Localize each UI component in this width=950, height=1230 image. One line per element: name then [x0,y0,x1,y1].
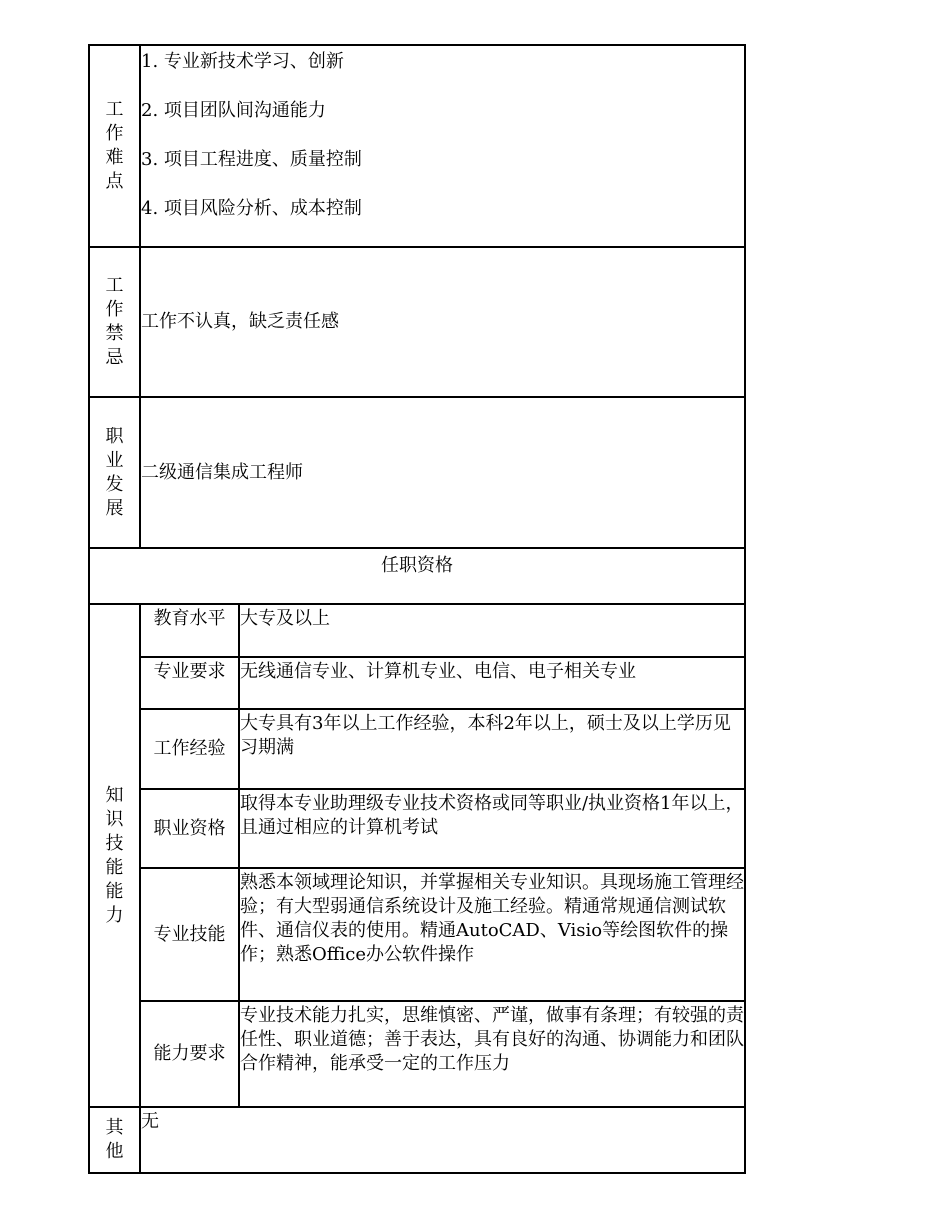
certification-value: 取得本专业助理级专业技术资格或同等职业/执业资格1年以上，且通过相应的计算机考试 [239,789,745,868]
label-char: 作 [105,299,124,320]
taboos-text: 工作不认真，缺乏责任感 [140,247,745,397]
certification-label: 职业资格 [140,789,239,868]
difficulties-content [140,45,745,247]
label-char: 能 [105,856,124,878]
qualification-row [89,868,745,1001]
other-text: 无 [140,1107,745,1173]
ability-label: 能力要求 [140,1001,239,1107]
qualification-row [89,604,745,657]
taboos-label [89,247,140,397]
qualification-row [89,789,745,868]
list-item: 1. 专业新技术学习、创新 [141,51,344,72]
list-item: 3. 项目工程进度、质量控制 [141,149,362,170]
label-char: 识 [105,808,124,830]
job-description-table [88,44,746,1174]
label-char: 知 [105,784,124,806]
label-char: 发 [105,473,124,495]
other-row [89,1107,745,1173]
qualification-row [89,657,745,709]
skills-value: 熟悉本领域理论知识，并掌握相关专业知识。具现场施工管理经验；有大型弱通信系统设计及施工经验。精通常规通信测试软件、通信仪表的使用。精通AutoCAD、Visio等绘图软件的操作；熟悉Office办公软件操作 [239,868,745,1001]
label-char: 工 [105,275,124,296]
skills-label: 专业技能 [140,868,239,1001]
label-char: 能 [105,880,124,902]
career-text: 二级通信集成工程师 [140,397,745,548]
label-char: 技 [105,832,124,854]
career-label [89,397,140,548]
experience-value: 大专具有3年以上工作经验，本科2年以上，硕士及以上学历见习期满 [239,709,745,789]
major-label: 专业要求 [140,657,239,709]
knowledge-skills-label [89,604,140,1107]
list-item: 2. 项目团队间沟通能力 [141,100,326,121]
ability-value: 专业技术能力扎实，思维慎密、严谨，做事有条理；有较强的责任性、职业道德；善于表达，具有良好的沟通、协调能力和团队合作精神，能承受一定的工作压力 [239,1001,745,1107]
label-char: 点 [105,171,124,192]
label-char: 业 [105,449,124,471]
career-row [89,397,745,548]
difficulties-row [89,45,745,247]
major-value: 无线通信专业、计算机专业、电信、电子相关专业 [239,657,745,709]
label-char: 忌 [105,347,124,368]
label-char: 职 [105,425,124,447]
education-value: 大专及以上 [239,604,745,657]
experience-label: 工作经验 [140,709,239,789]
label-char: 力 [105,904,124,926]
section-title: 任职资格 [89,548,745,604]
difficulties-list [141,50,744,246]
qualifications-header-row [89,548,745,604]
label-char: 其 [105,1117,124,1138]
qualification-row [89,1001,745,1107]
other-label [89,1107,140,1173]
label-char: 展 [105,497,124,519]
label-char: 作 [105,123,124,144]
label-char: 他 [105,1141,124,1162]
label-char: 工 [105,99,124,120]
list-item: 4. 项目风险分析、成本控制 [141,198,362,219]
qualification-row [89,709,745,789]
education-label: 教育水平 [140,604,239,657]
label-char: 禁 [105,323,124,344]
difficulties-label [89,45,140,247]
taboos-row [89,247,745,397]
label-char: 难 [105,147,124,168]
